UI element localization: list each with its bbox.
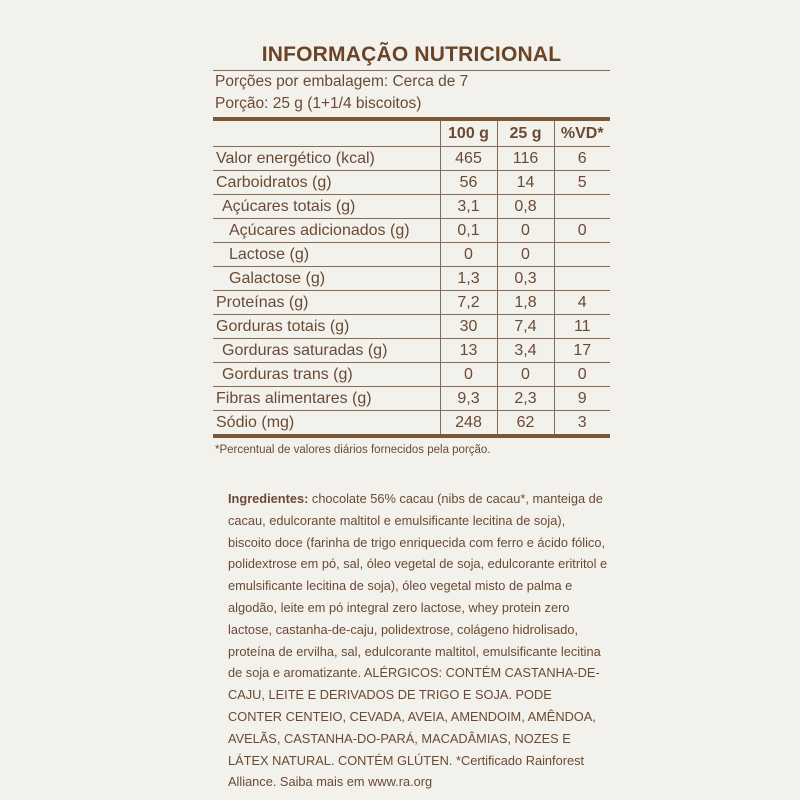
value-25g: 0 <box>497 219 554 243</box>
value-vd <box>554 243 610 267</box>
value-100g: 0 <box>440 243 497 267</box>
value-25g: 0,8 <box>497 195 554 219</box>
nutrition-table-body <box>213 121 610 434</box>
value-100g: 9,3 <box>440 387 497 411</box>
servings-per-package: Porções por embalagem: Cerca de 7 <box>215 73 469 90</box>
table-row <box>213 171 610 195</box>
table-row <box>213 411 610 435</box>
nutrient-name: Carboidratos (g) <box>213 171 440 195</box>
value-vd: 11 <box>554 315 610 339</box>
nutrition-table <box>213 121 610 434</box>
footnote: *Percentual de valores diários fornecidos pela porção. <box>215 444 491 456</box>
ingredients-text: chocolate 56% cacau (nibs de cacau*, manteiga de cacau, edulcorante maltitol e emulsificante lecitina de soja), biscoito doce (farinha de trigo enriquecida com ferro e ácido fólico, polidextrose em pó, sal, óleo vegetal de soja, edulcorante eritritol e emulsificante lecitina de soja), óleo vegetal misto de palma e algodão, leite em pó integral zero lactose, whey protein zero lactose, castanha-de-caju, polidextrose, colágeno hidrolisado, proteína de ervilha, sal, edulcorante maltitol, emulsificante lecitina de soja e aromatizante. ALÉRGICOS: CONTÉM CASTANHA-DE-CAJU, LEITE E DERIVADOS DE TRIGO E SOJA. PODE CONTER CENTEIO, CEVADA, AVEIA, AMENDOIM, AMÊNDOA, AVELÃS, CASTANHA-DO-PARÁ, MACADÂMIAS, NOZES E LÁTEX NATURAL. CONTÉM GLÚTEN. *Certificado Rainforest Alliance. Saiba mais em www.ra.org <box>228 491 608 790</box>
ingredients-heading: Ingredientes: <box>228 491 309 506</box>
value-25g: 7,4 <box>497 315 554 339</box>
serving-size: Porção: 25 g (1+1/4 biscoitos) <box>215 95 422 112</box>
divider-thick <box>213 434 610 438</box>
value-vd <box>554 195 610 219</box>
nutrient-name: Fibras alimentares (g) <box>213 387 440 411</box>
value-25g: 0,3 <box>497 267 554 291</box>
nutrient-name: Proteínas (g) <box>213 291 440 315</box>
value-vd: 0 <box>554 363 610 387</box>
value-vd: 17 <box>554 339 610 363</box>
table-row <box>213 219 610 243</box>
value-vd: 0 <box>554 219 610 243</box>
column-header-vd: %VD* <box>554 121 610 147</box>
nutrient-name: Açúcares adicionados (g) <box>213 219 440 243</box>
value-100g: 0 <box>440 363 497 387</box>
column-header-25g: 25 g <box>497 121 554 147</box>
value-25g: 3,4 <box>497 339 554 363</box>
value-25g: 14 <box>497 171 554 195</box>
value-100g: 465 <box>440 147 497 171</box>
value-100g: 30 <box>440 315 497 339</box>
value-25g: 62 <box>497 411 554 435</box>
value-100g: 3,1 <box>440 195 497 219</box>
table-row <box>213 339 610 363</box>
nutrient-name: Lactose (g) <box>213 243 440 267</box>
value-25g: 0 <box>497 243 554 267</box>
table-row <box>213 195 610 219</box>
nutrient-name: Açúcares totais (g) <box>213 195 440 219</box>
header-blank-cell <box>213 121 440 147</box>
value-25g: 1,8 <box>497 291 554 315</box>
nutrition-facts-panel <box>213 40 610 456</box>
value-100g: 7,2 <box>440 291 497 315</box>
value-vd: 6 <box>554 147 610 171</box>
table-row <box>213 291 610 315</box>
table-row <box>213 147 610 171</box>
value-25g: 2,3 <box>497 387 554 411</box>
nutrient-name: Gorduras trans (g) <box>213 363 440 387</box>
value-vd: 9 <box>554 387 610 411</box>
table-row <box>213 243 610 267</box>
table-row <box>213 387 610 411</box>
value-vd: 4 <box>554 291 610 315</box>
ingredients-block <box>228 488 608 793</box>
value-vd: 3 <box>554 411 610 435</box>
table-header-row <box>213 121 610 147</box>
value-100g: 1,3 <box>440 267 497 291</box>
value-25g: 0 <box>497 363 554 387</box>
nutrient-name: Galactose (g) <box>213 267 440 291</box>
value-100g: 13 <box>440 339 497 363</box>
value-vd <box>554 267 610 291</box>
table-row <box>213 363 610 387</box>
nutrient-name: Gorduras saturadas (g) <box>213 339 440 363</box>
value-vd: 5 <box>554 171 610 195</box>
column-header-100g: 100 g <box>440 121 497 147</box>
value-100g: 56 <box>440 171 497 195</box>
value-100g: 248 <box>440 411 497 435</box>
table-row <box>213 267 610 291</box>
value-25g: 116 <box>497 147 554 171</box>
label-title: INFORMAÇÃO NUTRICIONAL <box>261 43 562 66</box>
nutrient-name: Valor energético (kcal) <box>213 147 440 171</box>
nutrient-name: Gorduras totais (g) <box>213 315 440 339</box>
value-100g: 0,1 <box>440 219 497 243</box>
table-row <box>213 315 610 339</box>
nutrient-name: Sódio (mg) <box>216 414 295 431</box>
